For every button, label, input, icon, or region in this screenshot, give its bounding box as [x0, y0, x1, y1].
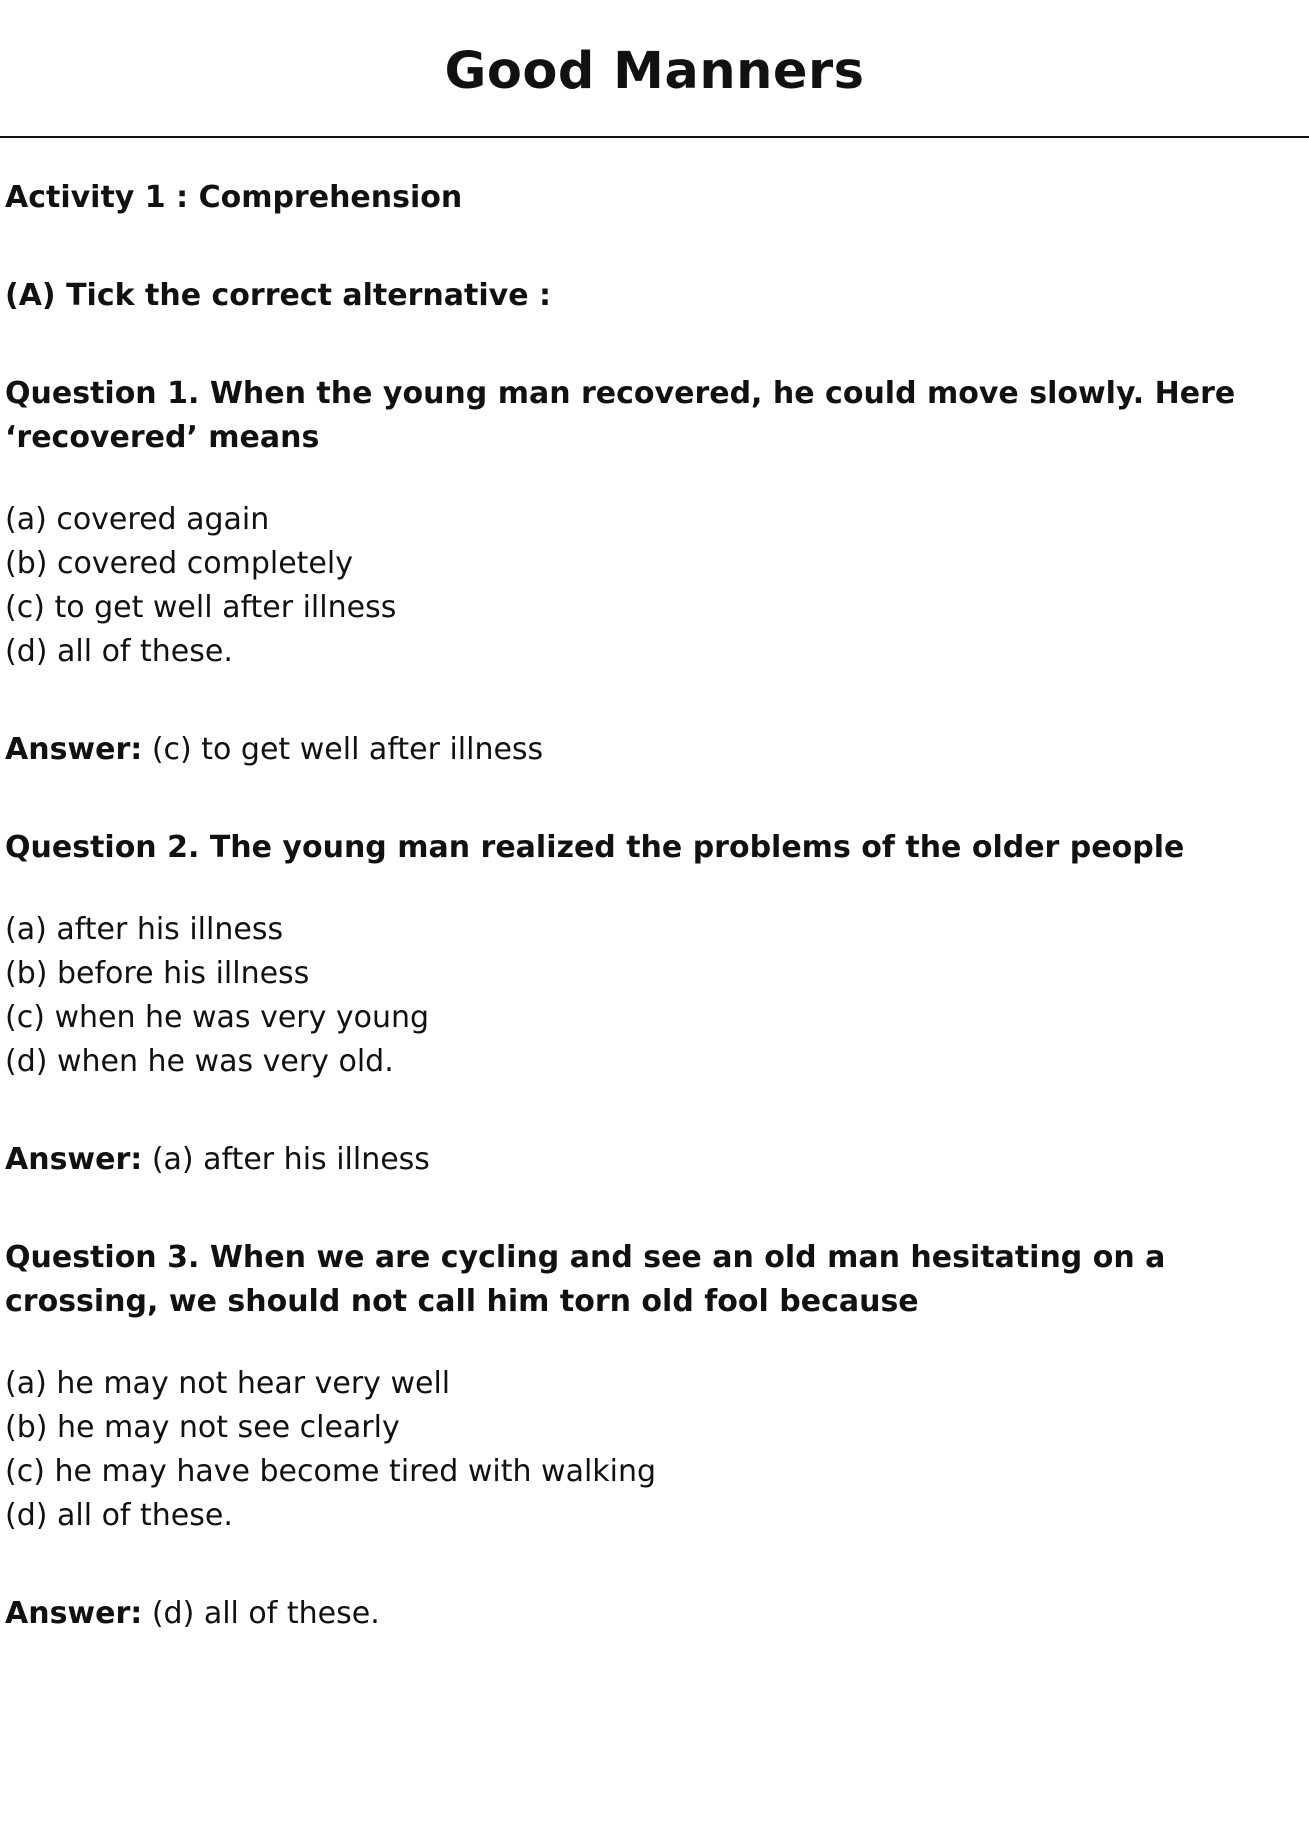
option-item: (d) when he was very old.: [5, 1044, 394, 1079]
option-item: (b) he may not see clearly: [5, 1410, 400, 1445]
options-list: [5, 498, 1300, 674]
answer-line: [5, 1592, 1300, 1636]
options-list: [5, 1362, 1300, 1538]
answer-text: (c) to get well after illness: [151, 732, 544, 767]
document-body: [5, 176, 1300, 1690]
options-list: [5, 908, 1300, 1084]
answer-line: [5, 728, 1300, 772]
option-item: (c) to get well after illness: [5, 590, 397, 625]
activity-heading: Activity 1 : Comprehension: [5, 180, 463, 215]
option-item: (a) covered again: [5, 502, 270, 537]
option-item: (d) all of these.: [5, 634, 233, 669]
option-item: (a) after his illness: [5, 912, 284, 947]
title-divider: [0, 136, 1309, 138]
question-block-2: [5, 826, 1300, 1182]
answer-label: Answer:: [5, 732, 143, 767]
option-item: (b) before his illness: [5, 956, 310, 991]
answer-line: [5, 1138, 1300, 1182]
section-heading: (A) Tick the correct alternative :: [5, 278, 551, 313]
answer-label: Answer:: [5, 1596, 143, 1631]
question-text: Question 2. The young man realized the problems of the older people: [5, 830, 1185, 865]
option-item: (d) all of these.: [5, 1498, 233, 1533]
option-item: (a) he may not hear very well: [5, 1366, 451, 1401]
question-text: Question 1. When the young man recovered, he could move slowly. Here ‘recovered’ means: [5, 376, 1236, 455]
answer-text: (d) all of these.: [151, 1596, 380, 1631]
page-title: Good Manners: [444, 42, 865, 102]
option-item: (c) when he was very young: [5, 1000, 430, 1035]
answer-text: (a) after his illness: [151, 1142, 430, 1177]
question-text: Question 3. When we are cycling and see an old man hesitating on a crossing, we should not call him torn old fool because: [5, 1240, 1166, 1319]
option-item: (b) covered completely: [5, 546, 353, 581]
option-item: (c) he may have become tired with walking: [5, 1454, 657, 1489]
answer-label: Answer:: [5, 1142, 143, 1177]
question-block-1: [5, 372, 1300, 772]
question-block-3: [5, 1236, 1300, 1636]
